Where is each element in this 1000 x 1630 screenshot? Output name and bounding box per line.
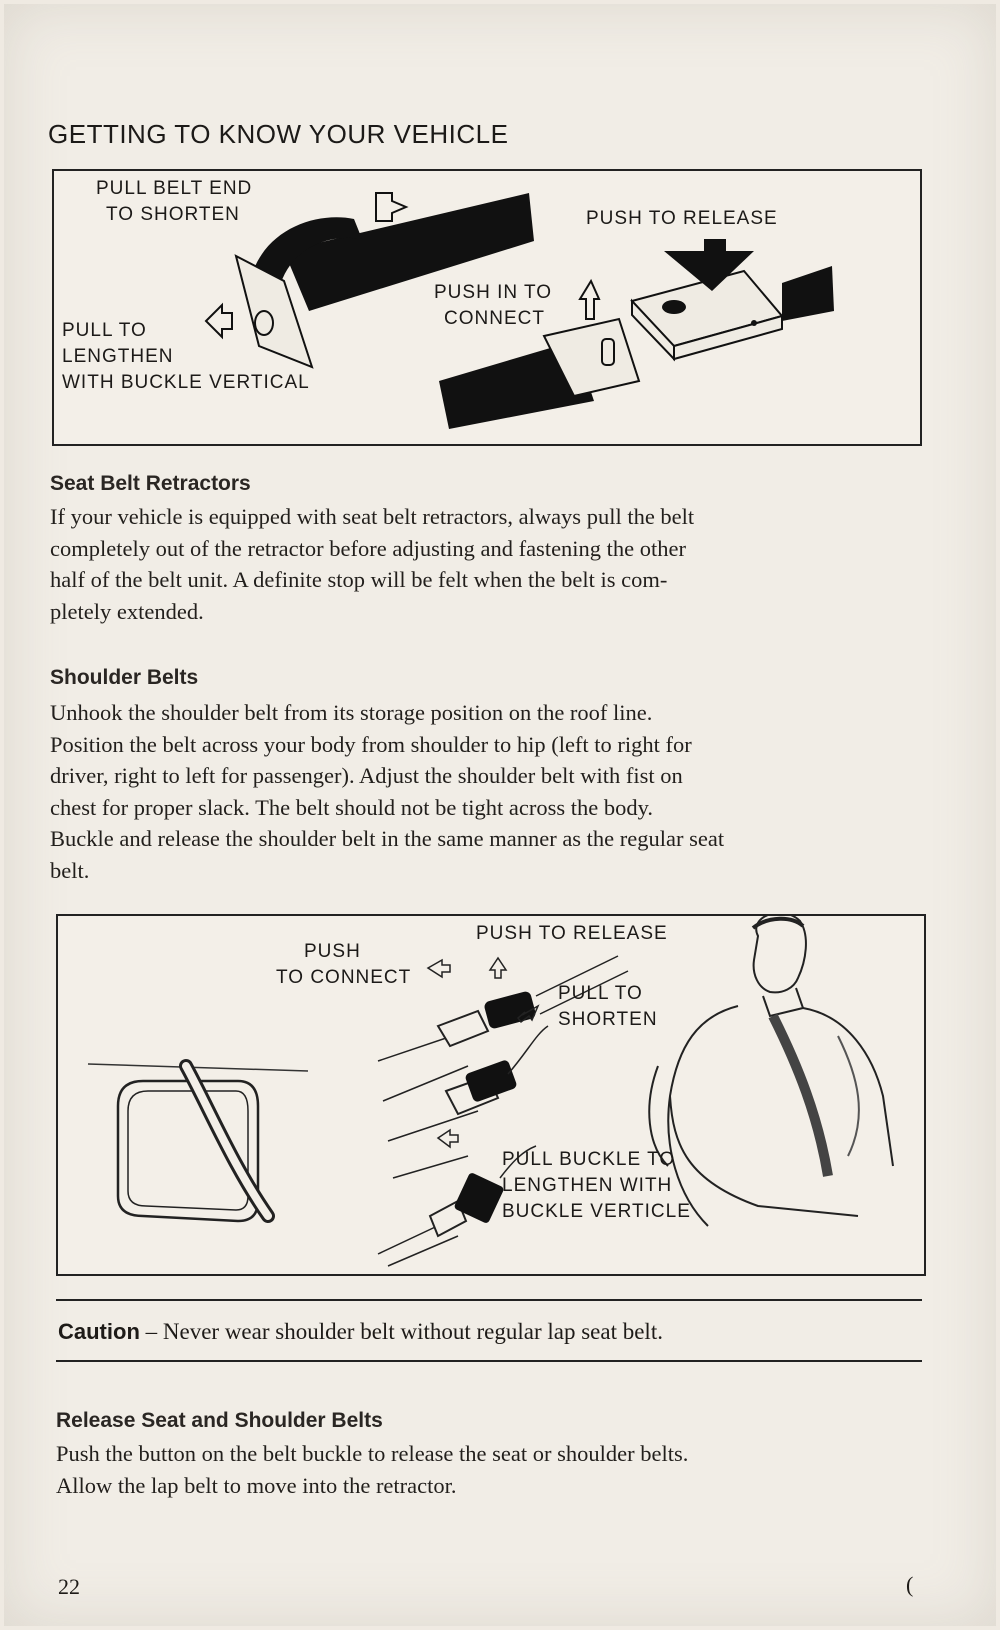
heading-retractors: Seat Belt Retractors <box>50 472 251 495</box>
left-arrow-icon <box>206 305 232 337</box>
man-figure <box>649 916 893 1226</box>
page-title: GETTING TO KNOW YOUR VEHICLE <box>48 119 509 149</box>
label-shorten: SHORTEN <box>558 1009 658 1030</box>
text-line: Buckle and release the shoulder belt in the same manner as the regular seat <box>50 826 725 851</box>
shoulder-belt-diagram <box>56 914 926 1276</box>
right-arrow-icon <box>376 193 406 221</box>
label-pull-buckle: PULL BUCKLE TO <box>502 1149 676 1170</box>
text-line: pletely extended. <box>50 598 204 624</box>
release-button-icon <box>662 300 686 314</box>
label-buckle-vertical: WITH BUCKLE VERTICAL <box>62 372 310 393</box>
text-line: Push the button on the belt buckle to release the seat or shoulder belts. <box>56 1441 689 1466</box>
text-line: Allow the lap belt to move into the retractor. <box>56 1472 457 1498</box>
manual-page <box>4 4 996 1626</box>
label-lengthen-with: LENGTHEN WITH <box>502 1175 673 1196</box>
heading-shoulder-belts: Shoulder Belts <box>50 666 199 689</box>
text-line: driver, right to left for passenger). Adjust the shoulder belt with fist on <box>50 763 683 788</box>
buckle-1 <box>483 990 537 1029</box>
margin-mark: ( <box>906 1572 914 1597</box>
caution-note <box>58 1319 663 1345</box>
label-pull-belt-end: PULL BELT END <box>96 178 253 199</box>
divider-top <box>56 1299 922 1301</box>
text-line: Position the belt across your body from shoulder to hip (left to right for <box>50 731 692 757</box>
text-line: chest for proper slack. The belt should not be tight across the body. <box>50 794 653 820</box>
push-arrow-icon <box>580 281 599 319</box>
caution-label: Caution <box>58 1319 140 1344</box>
caution-text: – Never wear shoulder belt without regular lap seat belt. <box>139 1319 663 1344</box>
label-pull-to-shorten: PULL TO <box>558 983 643 1004</box>
label-buckle-verticle: BUCKLE VERTICLE <box>502 1201 691 1222</box>
text-line: If your vehicle is equipped with seat belt retractors, always pull the belt <box>50 504 695 529</box>
text-line: half of the belt unit. A definite stop will be felt when the belt is com- <box>50 567 668 592</box>
shoulder-belt-illustration <box>58 916 924 1274</box>
text-line: belt. <box>50 857 90 883</box>
label-push-release: PUSH TO RELEASE <box>586 208 778 229</box>
seat-belt-diagram <box>52 169 922 446</box>
label-lengthen: LENGTHEN <box>62 346 174 367</box>
buckle-2 <box>464 1059 517 1103</box>
release-arrow-icon <box>490 958 506 978</box>
buckle-webbing <box>782 266 834 321</box>
push-arrow-icon <box>428 960 450 977</box>
label-to-connect: TO CONNECT <box>276 967 412 988</box>
paragraph-retractors <box>50 501 694 627</box>
heading-release: Release Seat and Shoulder Belts <box>56 1409 383 1432</box>
divider-bottom <box>56 1360 922 1362</box>
label-pull-to: PULL TO <box>62 320 147 341</box>
tongue-1 <box>438 1011 488 1046</box>
label-to-shorten: TO SHORTEN <box>106 204 240 225</box>
text-line: Unhook the shoulder belt from its storage position on the roof line. <box>50 700 653 725</box>
label-push-release-bottom: PUSH TO RELEASE <box>476 923 668 944</box>
text-line: completely out of the retractor before adjusting and fastening the other <box>50 535 687 561</box>
label-connect: CONNECT <box>444 308 545 329</box>
paragraph-release <box>56 1438 688 1501</box>
lengthen-arrow-icon <box>438 1130 458 1147</box>
label-push-in: PUSH IN TO <box>434 282 553 303</box>
page-number: 22 <box>58 1574 80 1599</box>
paragraph-shoulder-belts <box>50 697 724 886</box>
label-push: PUSH <box>304 941 361 962</box>
